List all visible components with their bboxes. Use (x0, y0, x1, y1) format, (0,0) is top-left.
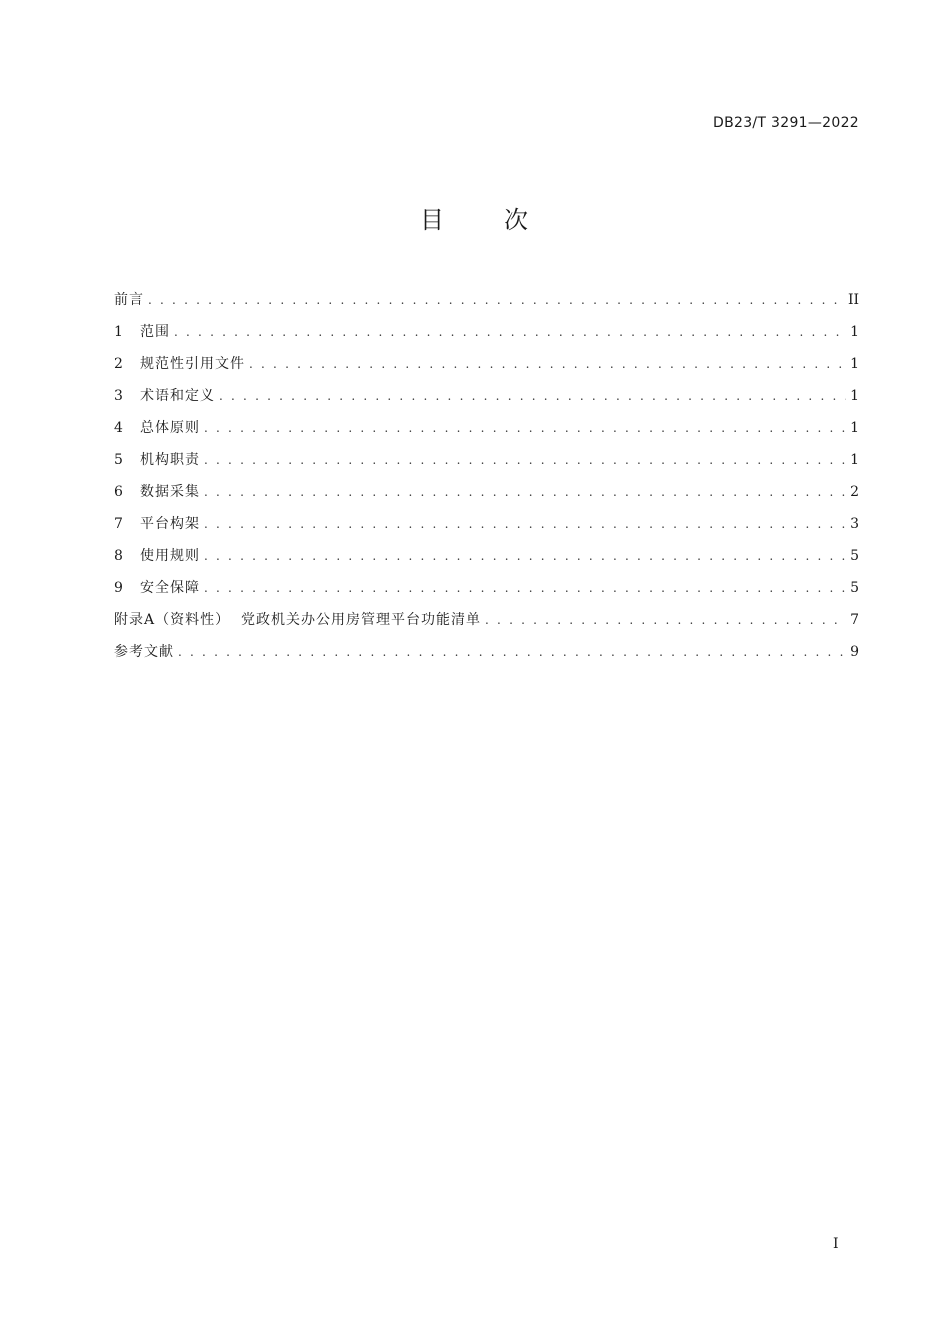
toc-entry-label: 使用规则 (140, 548, 200, 564)
toc-entry-page: 7 (850, 612, 859, 628)
toc-entry-label: 总体原则 (140, 420, 200, 436)
toc-entry-page: 5 (850, 548, 859, 564)
toc-leader-dots (204, 476, 846, 508)
page-number: I (833, 1236, 839, 1252)
toc-entry-label: 范围 (140, 324, 170, 340)
toc-title (0, 200, 950, 235)
toc-entry-number: 4 (114, 420, 123, 436)
toc-leader-dots (204, 412, 846, 444)
toc-leader-dots (148, 284, 844, 316)
toc-entry-number: 1 (114, 324, 123, 340)
toc-entry-page: II (847, 292, 859, 308)
toc-entry-4[interactable] (114, 412, 859, 444)
toc-leader-dots (204, 508, 846, 540)
toc-entry-label: 术语和定义 (140, 388, 215, 404)
toc-entry-label: 机构职责 (140, 452, 200, 468)
toc-entry-2[interactable] (114, 348, 859, 380)
toc-entry-8[interactable] (114, 540, 859, 572)
toc-leader-dots (178, 636, 846, 668)
toc-leader-dots (204, 444, 846, 476)
toc-entry-page: 1 (850, 420, 859, 436)
toc-entry-references[interactable] (114, 636, 859, 668)
toc-entry-3[interactable] (114, 380, 859, 412)
toc-entry-page: 9 (850, 644, 859, 660)
toc-entry-1[interactable] (114, 316, 859, 348)
toc-entry-number: 7 (114, 516, 123, 532)
toc-leader-dots (219, 380, 846, 412)
toc-leader-dots (485, 604, 846, 636)
toc-entry-page: 3 (850, 516, 859, 532)
toc-entry-page: 2 (850, 484, 859, 500)
toc-entry-number: 9 (114, 580, 123, 596)
toc-leader-dots (249, 348, 846, 380)
toc-entry-number: 5 (114, 452, 123, 468)
document-code: DB23/T 3291—2022 (713, 115, 859, 131)
toc-entry-preface[interactable] (114, 284, 859, 316)
toc-entry-label: 附录A（资料性） 党政机关办公用房管理平台功能清单 (114, 612, 482, 628)
toc-entry-5[interactable] (114, 444, 859, 476)
toc-title-first: 目 (420, 206, 446, 234)
toc-entry-label: 安全保障 (140, 580, 200, 596)
toc-entry-page: 5 (850, 580, 859, 596)
toc-entry-label: 平台构架 (140, 516, 200, 532)
toc-list (114, 284, 859, 668)
toc-entry-page: 1 (850, 356, 859, 372)
toc-entry-6[interactable] (114, 476, 859, 508)
toc-entry-9[interactable] (114, 572, 859, 604)
toc-entry-label: 数据采集 (140, 484, 200, 500)
toc-entry-label: 前言 (114, 292, 144, 308)
toc-leader-dots (204, 572, 846, 604)
toc-entry-page: 1 (850, 388, 859, 404)
toc-entry-label: 参考文献 (114, 644, 174, 660)
toc-title-second: 次 (504, 206, 530, 234)
toc-entry-number: 2 (114, 356, 123, 372)
toc-entry-label: 规范性引用文件 (140, 356, 245, 372)
toc-entry-number: 6 (114, 484, 123, 500)
toc-entry-page: 1 (850, 452, 859, 468)
toc-entry-7[interactable] (114, 508, 859, 540)
toc-leader-dots (204, 540, 846, 572)
toc-entry-number: 3 (114, 388, 123, 404)
toc-entry-number: 8 (114, 548, 123, 564)
toc-leader-dots (174, 316, 846, 348)
toc-entry-appendix-a[interactable] (114, 604, 859, 636)
toc-entry-page: 1 (850, 324, 859, 340)
